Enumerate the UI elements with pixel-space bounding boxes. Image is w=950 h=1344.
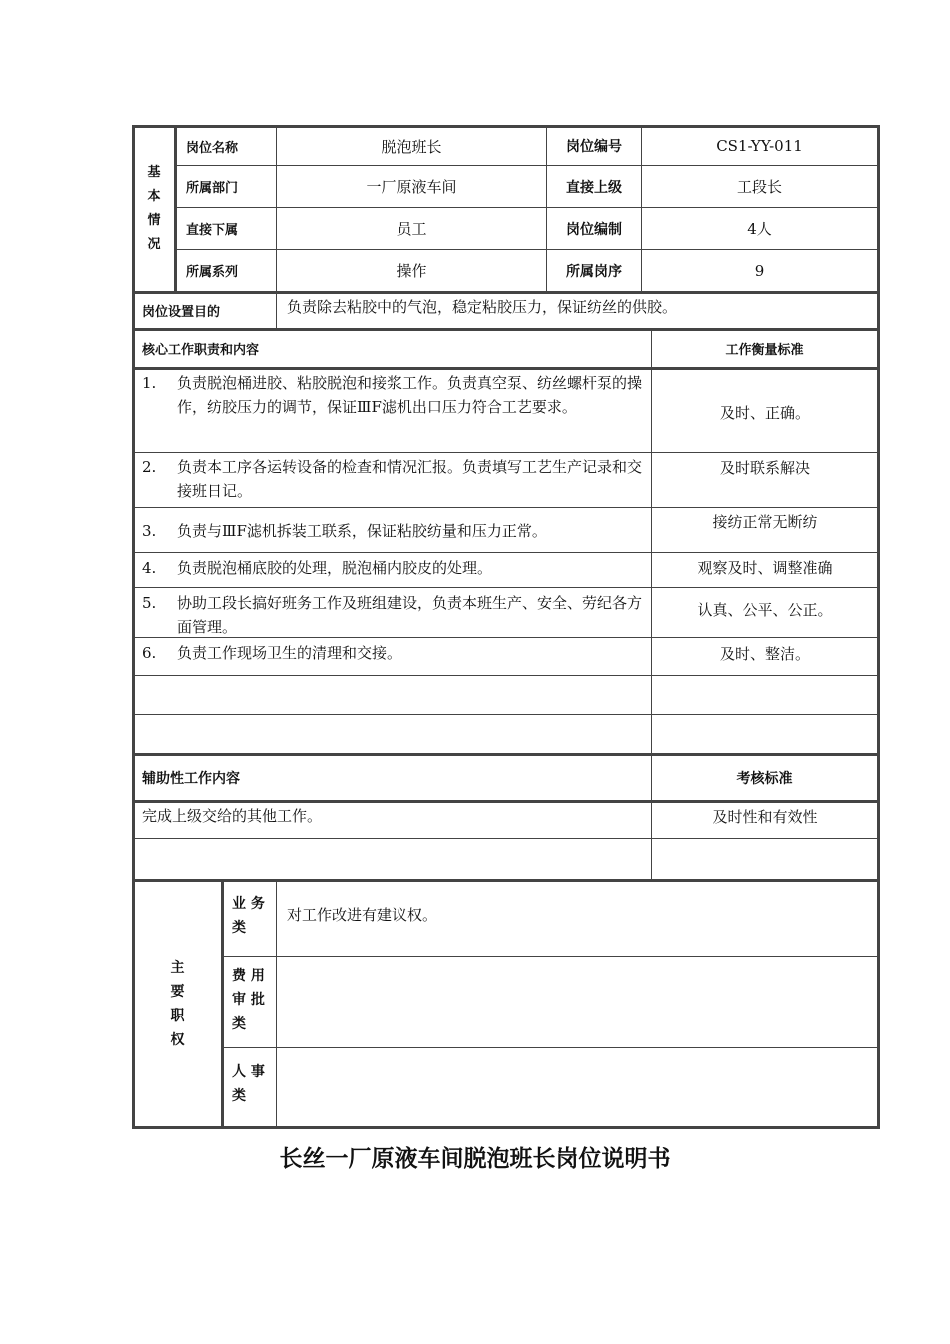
duty-number: 2. [142,458,157,476]
duty-standard: 及时联系解决 [719,459,810,477]
headcount-value: 4人 [747,220,772,238]
duty-number: 5. [142,594,157,612]
duty-text: 负责工作现场卫生的清理和交接。 [177,644,403,662]
duty-item [142,556,646,580]
grid-line [134,714,878,715]
duty-standard: 及时、整洁。 [719,645,810,663]
grid-line [134,587,878,588]
position-name-value: 脱泡班长 [381,137,442,156]
grid-line [134,452,878,453]
rank-value: 9 [754,261,765,280]
duty-text: 协助工段长搞好班务工作及班组建设，负责本班生产、安全、劳纪各方面管理。 [177,594,643,636]
duty-text: 负责脱泡桶进胶、粘胶脱泡和接浆工作。负责真空泵、纺丝螺杆泵的操作，纺胶压力的调节，保证ⅢF滤机出口压力符合工艺要求。 [177,374,643,416]
duty-item [142,455,646,503]
grid-line [276,881,277,1127]
rank-label: 所属岗序 [566,263,622,280]
aux-work-text: 完成上级交给的其他工作。 [142,807,323,825]
series-label: 所属系列 [186,265,239,280]
authority-business-label: 业 务 类 [232,896,265,936]
grid-line [276,293,277,329]
aux-work-header: 辅助性工作内容 [142,770,240,787]
duty-standard: 及时、正确。 [719,404,810,422]
core-duties-header: 核心工作职责和内容 [142,343,260,358]
authority-business-text: 对工作改进有建议权。 [287,906,438,924]
aux-standard: 及时性和有效性 [712,808,818,826]
grid-line [224,1047,878,1048]
direct-superior-label: 直接上级 [566,179,622,196]
department-label: 所属部门 [186,181,239,196]
grid-line [134,507,878,508]
basic-info-section-label: 基 本 情 况 [147,165,161,252]
grid-line [174,127,177,292]
purpose-label: 岗位设置目的 [142,305,221,320]
duty-item [142,519,646,543]
document-title: 长丝一厂原液车间脱泡班长岗位说明书 [279,1146,671,1172]
authority-personnel-label: 人 事 类 [232,1064,265,1104]
purpose-text: 负责除去粘胶中的气泡，稳定粘胶压力，保证纺丝的供胶。 [287,297,678,316]
grid-line [651,330,652,754]
duty-item [142,591,646,639]
duty-number: 6. [142,644,157,662]
duty-item [142,371,646,419]
duty-item [142,641,646,665]
authority-expense-label: 费 用 审 批 类 [232,968,265,1032]
duty-standard: 认真、公平、公正。 [697,601,833,619]
authority-section-label: 主 要 职 权 [170,960,185,1048]
direct-subordinate-label: 直接下属 [186,223,239,238]
core-standard-header: 工作衡量标准 [725,343,804,358]
grid-line [134,675,878,676]
department-value: 一厂原液车间 [366,178,457,196]
grid-line [134,552,878,553]
duty-text: 负责脱泡桶底胶的处理，脱泡桶内胶皮的处理。 [177,559,493,577]
duty-standard: 观察及时、调整准确 [697,559,833,577]
position-name-label: 岗位名称 [186,140,239,156]
grid-line [134,800,878,803]
direct-superior-value: 工段长 [736,178,782,196]
duty-text: 负责与ⅢF滤机拆装工联系，保证粘胶纺量和压力正常。 [177,522,547,540]
duty-text: 负责本工序各运转设备的检查和情况汇报。负责填写工艺生产记录和交接班日记。 [177,458,643,500]
position-code-value: CS1-YY-011 [716,137,803,155]
position-code-label: 岗位编号 [566,139,622,155]
duty-standard: 接纺正常无断纺 [712,513,818,531]
grid-line [224,956,878,957]
grid-line [134,838,878,839]
duty-number: 4. [142,559,157,577]
series-value: 操作 [396,262,427,280]
headcount-label: 岗位编制 [566,221,622,238]
aux-standard-header: 考核标准 [736,770,793,787]
duty-number: 1. [142,374,157,392]
grid-line [134,879,878,882]
grid-line [134,367,878,370]
direct-subordinate-value: 员工 [396,220,427,238]
duty-number: 3. [142,522,157,540]
